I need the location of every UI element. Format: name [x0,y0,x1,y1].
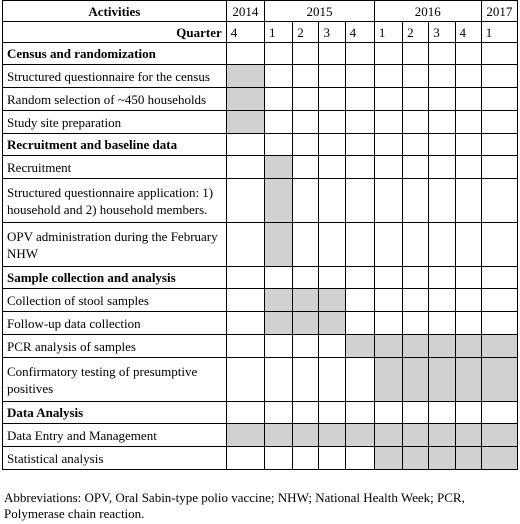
table-row [3,179,518,223]
timeline-cell [429,312,455,335]
timeline-cell [481,179,517,223]
timeline-cell [293,267,319,289]
timeline-cell-active [374,335,402,358]
timeline-cell [226,335,264,358]
quarter-header-label: Quarter [3,22,227,43]
timeline-cell-active [345,335,374,358]
timeline-cell [293,335,319,358]
timeline-cell [374,43,402,65]
timeline-cell [226,402,264,424]
timeline-cell-active [226,111,264,134]
timeline-cell [403,267,429,289]
timeline-cell [345,312,374,335]
timeline-cell [455,134,481,156]
timeline-cell [455,289,481,312]
timeline-cell [455,267,481,289]
activity-label: Statistical analysis [3,447,227,470]
timeline-cell-active [374,358,402,402]
timeline-cell-active [226,88,264,111]
timeline-cell-active [293,289,319,312]
activities-header: Activities [3,1,227,22]
timeline-cell [345,289,374,312]
timeline-cell [455,179,481,223]
table-row [3,289,518,312]
timeline-cell-active [265,156,293,179]
timeline-cell [429,402,455,424]
timeline-cell [374,179,402,223]
quarter-header-row [3,22,518,43]
timeline-cell [319,447,345,470]
table-row [3,312,518,335]
timeline-cell [374,223,402,267]
timeline-cell [319,179,345,223]
timeline-cell [345,88,374,111]
timeline-cell [403,111,429,134]
timeline-cell [293,402,319,424]
section-row [3,402,518,424]
timeline-cell [429,88,455,111]
timeline-cell [345,267,374,289]
timeline-cell-active [455,447,481,470]
timeline-cell [374,312,402,335]
timeline-cell [403,134,429,156]
timeline-cell [481,43,517,65]
timeline-cell [481,134,517,156]
activity-label: Recruitment [3,156,227,179]
quarter-header: 2 [403,22,429,43]
timeline-cell [226,134,264,156]
activity-label: Confirmatory testing of presumptive positives [3,358,227,402]
table-row [3,111,518,134]
timeline-cell [403,156,429,179]
timeline-cell [293,111,319,134]
footnote: Abbreviations: OPV, Oral Sabin-type polio vaccine; NHW; National Health Week; PCR, Polymerase chain reaction. [4,490,465,521]
timeline-cell [293,179,319,223]
timeline-cell [345,402,374,424]
timeline-cell [265,267,293,289]
timeline-cell [226,156,264,179]
timeline-cell [481,156,517,179]
timeline-cell [481,402,517,424]
timeline-cell [319,43,345,65]
quarter-header: 3 [319,22,345,43]
activity-label: Collection of stool samples [3,289,227,312]
timeline-cell-active [403,447,429,470]
timeline-cell [345,156,374,179]
timeline-cell [319,223,345,267]
table-row [3,358,518,402]
timeline-cell [429,223,455,267]
timeline-cell [429,65,455,88]
timeline-cell [403,43,429,65]
timeline-cell [455,402,481,424]
timeline-cell [265,447,293,470]
quarter-header: 4 [226,22,264,43]
section-label: Sample collection and analysis [3,267,227,289]
timeline-cell [293,65,319,88]
quarter-header: 3 [429,22,455,43]
timeline-cell-active [429,424,455,447]
timeline-cell [265,111,293,134]
timeline-cell-active [481,335,517,358]
timeline-cell [265,65,293,88]
timeline-cell [455,156,481,179]
activity-label: Data Entry and Management [3,424,227,447]
timeline-cell [481,223,517,267]
table-row [3,156,518,179]
table-row [3,447,518,470]
timeline-cell [293,358,319,402]
timeline-cell [345,111,374,134]
timeline-cell-active [481,358,517,402]
timeline-table [2,0,518,470]
timeline-cell [319,335,345,358]
timeline-cell [226,447,264,470]
section-row [3,43,518,65]
timeline-cell [293,156,319,179]
timeline-cell [374,267,402,289]
timeline-cell [374,111,402,134]
timeline-cell [226,312,264,335]
timeline-cell [455,312,481,335]
timeline-cell [265,402,293,424]
timeline-cell-active [481,424,517,447]
timeline-cell [374,134,402,156]
activity-label: Random selection of ~450 households [3,88,227,111]
timeline-cell [319,402,345,424]
timeline-cell-active [265,179,293,223]
timeline-cell [429,111,455,134]
table-row [3,335,518,358]
timeline-cell [403,402,429,424]
section-label: Census and randomization [3,43,227,65]
activity-label: Study site preparation [3,111,227,134]
timeline-cell [429,156,455,179]
timeline-cell [293,447,319,470]
timeline-cell-active [403,424,429,447]
timeline-cell [226,223,264,267]
timeline-cell [226,358,264,402]
timeline-cell [345,358,374,402]
timeline-cell [429,43,455,65]
timeline-cell [345,65,374,88]
timeline-table-body [3,1,518,470]
timeline-cell [429,289,455,312]
timeline-cell-active [429,447,455,470]
activity-label: PCR analysis of samples [3,335,227,358]
year-header: 2014 [226,1,264,22]
timeline-cell [319,111,345,134]
activity-label: Structured questionnaire application: 1) household and 2) household members. [3,179,227,223]
timeline-cell [455,111,481,134]
timeline-cell [226,289,264,312]
section-row [3,267,518,289]
timeline-cell [319,88,345,111]
timeline-cell [481,312,517,335]
timeline-cell-active [429,335,455,358]
timeline-cell [265,335,293,358]
timeline-cell [455,223,481,267]
timeline-cell [429,179,455,223]
timeline-cell [481,111,517,134]
year-header: 2015 [265,1,375,22]
timeline-cell [319,134,345,156]
table-row [3,65,518,88]
timeline-cell [455,65,481,88]
timeline-cell [319,358,345,402]
timeline-cell-active [481,447,517,470]
timeline-cell [226,43,264,65]
timeline-cell [429,267,455,289]
timeline-cell [374,402,402,424]
quarter-header: 1 [374,22,402,43]
timeline-cell-active [265,424,293,447]
timeline-cell [429,134,455,156]
timeline-cell [455,88,481,111]
timeline-cell [481,267,517,289]
section-row [3,134,518,156]
timeline-cell [265,88,293,111]
timeline-cell [374,88,402,111]
timeline-cell-active [226,65,264,88]
timeline-cell [345,43,374,65]
timeline-cell [319,65,345,88]
timeline-cell [374,156,402,179]
table-row [3,88,518,111]
timeline-cell [403,65,429,88]
timeline-cell [403,179,429,223]
timeline-cell [293,134,319,156]
section-label: Data Analysis [3,402,227,424]
timeline-cell [345,134,374,156]
timeline-cell [293,88,319,111]
timeline-cell-active [265,312,293,335]
timeline-cell [319,267,345,289]
timeline-cell [403,88,429,111]
timeline-cell [403,223,429,267]
timeline-cell [481,65,517,88]
year-header: 2016 [374,1,481,22]
quarter-header: 4 [455,22,481,43]
timeline-cell [481,88,517,111]
activity-label: OPV administration during the February NHW [3,223,227,267]
timeline-cell-active [374,424,402,447]
timeline-cell-active [319,424,345,447]
quarter-header: 1 [481,22,517,43]
table-row [3,223,518,267]
activity-label: Structured questionnaire for the census [3,65,227,88]
timeline-cell-active [345,424,374,447]
timeline-cell-active [265,289,293,312]
timeline-cell [455,43,481,65]
activity-label: Follow-up data collection [3,312,227,335]
timeline-cell [319,156,345,179]
timeline-cell-active [226,424,264,447]
timeline-cell [226,267,264,289]
timeline-cell-active [319,312,345,335]
timeline-cell [345,223,374,267]
quarter-header: 1 [265,22,293,43]
timeline-cell [403,289,429,312]
timeline-cell [265,134,293,156]
timeline-cell [403,312,429,335]
quarter-header: 2 [293,22,319,43]
timeline-cell-active [293,312,319,335]
timeline-cell-active [455,358,481,402]
timeline-cell-active [293,424,319,447]
timeline-cell [293,43,319,65]
timeline-cell-active [403,335,429,358]
timeline-cell [265,43,293,65]
timeline-cell [265,358,293,402]
timeline-cell [226,179,264,223]
quarter-header: 4 [345,22,374,43]
timeline-cell-active [319,289,345,312]
timeline-cell [481,289,517,312]
timeline-cell-active [455,424,481,447]
timeline-cell [374,289,402,312]
timeline-cell-active [265,223,293,267]
timeline-cell [345,179,374,223]
timeline-cell-active [374,447,402,470]
timeline-cell-active [429,358,455,402]
timeline-cell [345,447,374,470]
table-row [3,424,518,447]
timeline-cell-active [403,358,429,402]
year-header: 2017 [481,1,517,22]
timeline-cell-active [455,335,481,358]
timeline-cell [293,223,319,267]
year-header-row [3,1,518,22]
section-label: Recruitment and baseline data [3,134,227,156]
timeline-cell [374,65,402,88]
